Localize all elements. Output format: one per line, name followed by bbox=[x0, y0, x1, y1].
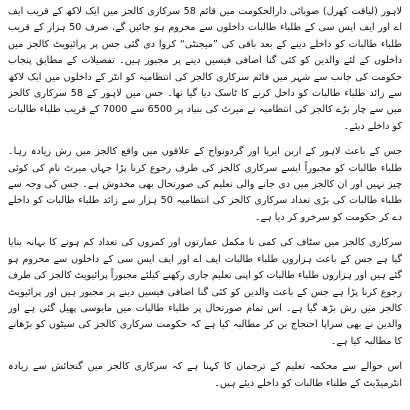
article-paragraph-3: سرکاری کالجز میں سٹاف کی کمی نا مکمل عمارتوں اور کمروں کی تعداد کم ہونے کا بہانہ بنایا گیا ہے جس کے باعث ہزاروں طلباء طالبات ایف اے اور ایف ایس سی کے داخلوں سے محروم ہو گئے ہیں اور ہزاروں طلباء طالبات کو اپنی تعلیم جاری رکھنے کیلئے مجبوراً پرائیویٹ کالجز کی طرف رجوع کرنا پڑا ہے جس کے باعث والدین کو کئی گنا اضافی فیسیں دینے پر مجبور ہیں اور پرائیویٹ کالجز میں رش بڑھ گیا ہے۔ اس تمام صورتحال پر طلباء طالبات میں مایوسی پھیل گئی ہے اور والدین نے بھی سراپا احتجاج بن کر مطالبہ کیا ہے کہ حکومت سرکاری کالجز کی سیٹوں کو بڑھانے کا مطالبہ کیا ہے۔ bbox=[8, 237, 402, 347]
article-paragraph-2: جس کے باعث لاہور کے اربن ایریا اور گردونواح کے علاقوں میں واقع کالجز میں رش زیادہ رہا۔ طلباء طالبات کو مجبوراً ایسے سرکاری کالجز کی طرف رجوع کرنا پڑا جہاں میرٹ نام کی کوئی چیز نہیں اور ان کالجز میں دی جانے والی تعلیم کی صورتحال بھی مخدوش ہے۔ جس کی وجہ سے طلباء طالبات کی بڑی تعداد سرکاری کالجز کی انتظامیہ 50 ہزار سے زائد طلباء طالبات کو داخلے دے کر حکومت کو سرخرو کر دیا ہے۔ bbox=[8, 146, 402, 223]
article-paragraph-1: لاہور (لیاقت کھرل) صوبائی دارالحکومت میں قائم 58 سرکاری کالجز میں ایک لاکھ کے قریب ایف اے اور ایف ایس سی کے طلباء طالبات داخلوں سے محروم ہو جائیں گے، صرف 50 ہزار کے قریب طلباء طالبات کو داخلے دینے کے بعد باقی کی ”میجنٹی“ کروا دی گئی جس پر پرائیویٹ کالجز میں داخلوں کے لئے والدین کو کئی گنا اضافی فیسیں دینے پر مجبور ہیں۔ تفصیلات کے مطابق پنجاب حکومت کی جانب سے شہر میں قائم سرکاری کالجز کی انتظامیہ کو انٹر کے داخلوں میں ایک لاکھ سے زائد طلباء طالبات کو داخل کرنے کا ٹاسک دیا گیا تھا۔ جس میں لاہور کے 58 سرکاری کالجز میں سے چار بڑے کالجز کی انتظامیہ نے میرٹ کی بنیاد پر 6500 سے 7000 کے قریب طلباء طالبات کو داخلے دیئے۔ bbox=[8, 6, 402, 132]
article-paragraph-4: اس حوالے سے محکمہ تعلیم کے ترجمان کا کہنا ہے کہ سرکاری کالجز میں گنجائش سے زیادہ انٹرمیڈیٹ کے طلباء طالبات کو داخلے دیئے ہیں۔ bbox=[8, 361, 402, 389]
article-body bbox=[8, 4, 402, 406]
